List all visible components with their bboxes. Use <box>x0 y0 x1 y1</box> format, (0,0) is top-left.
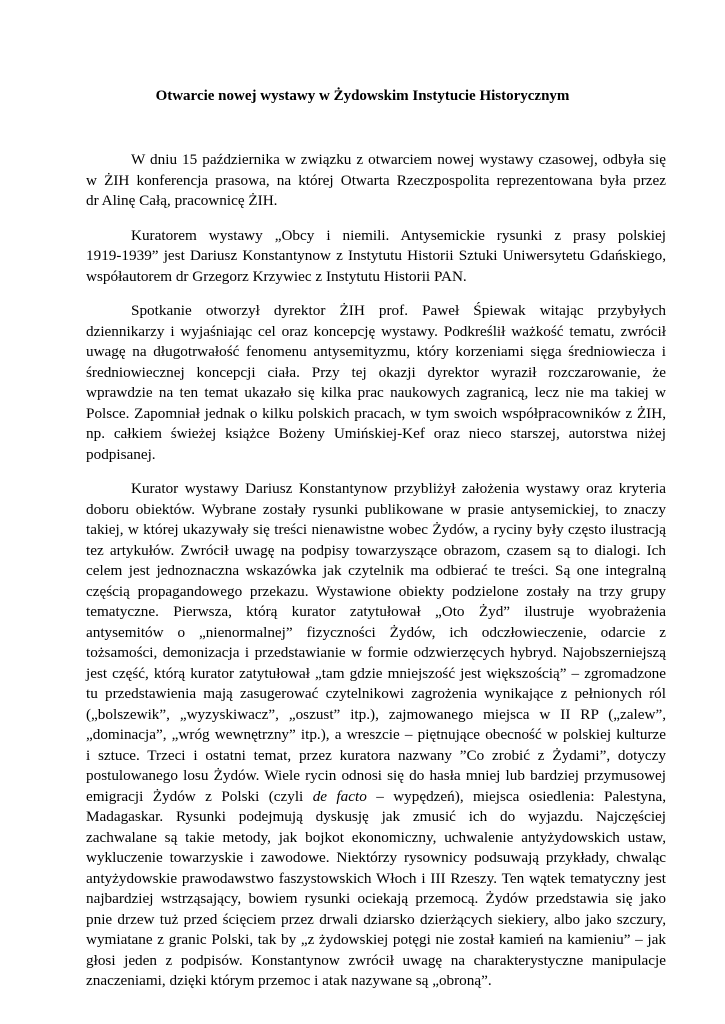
text-line: W dniu 15 października w związku z otwarciem nowej wystawy czasowej, odbyła się <box>131 151 666 168</box>
text-line: wymiatane z granic Polski, tak by „z żydowskiej potęgi nie został kamień na kamieniu” – jak <box>86 931 666 948</box>
document-title: Otwarcie nowej wystawy w Żydowskim Instytucie Historycznym <box>155 88 570 104</box>
text-line: zachwalane są takie metody, jak bojkot ekonomiczny, uchwalenie antyżydowskich ustaw, <box>86 828 666 846</box>
text-line: postulowanego losu Żydów. Wiele rycin odnosi się do hasła mniej lub bardziej przymusowej <box>86 767 666 784</box>
text-line: tożsamości, demonizacja i przedstawianie w formie odzwierzęcych hybryd. Najobszerniejszą <box>86 644 666 661</box>
text-line: tematyczne. Pierwsza, którą kurator zatytułował „Oto Żyd” ilustruje wyobrażenia <box>86 603 666 620</box>
text-line: tu przedstawienia mają zasugerować czytelnikowi zagrożenia wynikające z pełnionych ról <box>86 685 666 702</box>
text-line: jest część, którą kurator zatytułował „tam gdzie mniejszość jest większością” – zgromadzone <box>86 664 666 682</box>
text-line: antysemitów o „nienormalnej” fizyczności Żydów, ich odczłowieczenie, odarcie z <box>86 623 666 641</box>
text-line: znaczeniami, dzięki którym przemoc i atak nazywane są „obroną”. <box>86 972 492 989</box>
text-line: („bolszewik”, „wyzyskiwacz”, „oszust” itp.), zajmowanego miejsca w II RP („zalew”, <box>86 705 666 723</box>
text-line: takiej, w której ukazywały się treści nienawistne wobec Żydów, a ryciny były często ilustracją <box>86 521 666 538</box>
text-line: dr Alinę Całą, pracownicę ŻIH. <box>86 192 278 209</box>
text-line: pnie drzew tuż przed ścięciem przez drwali dziarsko dzierżących siekiery, albo jako szczury, <box>86 910 666 928</box>
text-line: podpisanej. <box>86 445 156 463</box>
text-line: np. całkiem świeżej książce Bożeny Umińskiej-Kef oraz nieco starszej, autorstwa niżej <box>86 425 666 442</box>
text-line: współautorem dr Grzegorz Krzywiec z Instytutu Historii PAN. <box>86 267 467 285</box>
paragraph-1 <box>86 150 666 212</box>
paragraph-4 <box>86 479 666 992</box>
text-line: Kuratorem wystawy „Obcy i niemili. Antysemickie rysunki z prasy polskiej <box>131 226 666 244</box>
italic-phrase: de facto <box>312 787 367 805</box>
document-body <box>86 150 666 1006</box>
text-line: częścią propagandowego przekazu. Wystawione obiekty podzielone zostały na trzy grupy <box>86 582 666 600</box>
text-line: emigracji Żydów z Polski (czyli de facto – wypędzeń), miejsca osiedlenia: Palestyna, <box>86 787 667 805</box>
text-line: doboru obiektów. Wybrane zostały rysunki publikowane w prasie antysemickiej, to znaczy <box>86 500 666 518</box>
text-line: antyżydowskie prawodawstwo faszystowskich Włoch i III Rzeszy. Ten wątek tematyczny jest <box>86 869 666 887</box>
text-line: 1919-1939” jest Dariusz Konstantynow z Instytutu Historii Sztuki Uniwersytetu Gdańskiego, <box>86 247 666 264</box>
text-line: Kurator wystawy Dariusz Konstantynow przybliżył założenia wystawy oraz kryteria <box>131 480 666 497</box>
text-line: i sztuce. Trzeci i ostatni temat, przez kuratora nazwany ”Co zrobić z Żydami”, dotyczy <box>86 746 666 764</box>
text-line: „dominacja”, „wróg wewnętrzny” itp.), a wreszcie – piętnujące obecność w polskiej kulturze <box>86 726 666 743</box>
text-line: Madagaskar. Rysunki podejmują dyskusję jak zmusić ich do wyjazdu. Najczęściej <box>86 808 666 825</box>
text-line: wprawdzie na ten temat ukazało się kilka prac naukowych zagranicą, lecz nie ma takiej w <box>86 384 666 401</box>
text-line: celem jest jednoznaczna wskazówka jak czytelnik ma odbierać te treści. Są one integralną <box>86 562 666 579</box>
text-line: średniowiecznej koncepcji ciała. Przy tej okazji dyrektor wyraził rozczarowanie, że <box>86 363 666 381</box>
text-line: Spotkanie otworzył dyrektor ŻIH prof. Paweł Śpiewak witając przybyłych <box>131 302 666 319</box>
text-line: najbardziej wstrząsający, bowiem rysunki ociekają przemocą. Żydów przedstawia się jako <box>86 890 666 907</box>
text-line: tez artykułów. Zwrócił uwagę na podpisy towarzyszące obrazom, czasem są to dialogi. Ich <box>86 541 666 559</box>
text-line: w ŻIH konferencja prasowa, na której Otwarta Rzeczpospolita reprezentowana była przez <box>86 171 666 189</box>
text-line: głosi jeden z podpisów. Konstantynow zwrócił uwagę na charakterystyczne manipulacje <box>86 951 666 969</box>
text-line: wykluczenie towarzyskie i zawodowe. Niektórzy rysownicy podsuwają przykłady, chwaląc <box>86 849 666 866</box>
text-line: Polsce. Zapomniał jednak o kilku polskich pracach, w tym swoich współpracowników z ŻIH, <box>86 404 666 422</box>
paragraph-2 <box>86 226 666 288</box>
text-line: uwagę na długotrwałość fenomenu antysemityzmu, który korzeniami sięga średniowiecza i <box>86 343 666 360</box>
paragraph-3 <box>86 301 666 465</box>
text-line: dziennikarzy i wyjaśniając cel oraz koncepcję wystawy. Podkreślił ważkość tematu, zwrócił <box>86 322 666 340</box>
